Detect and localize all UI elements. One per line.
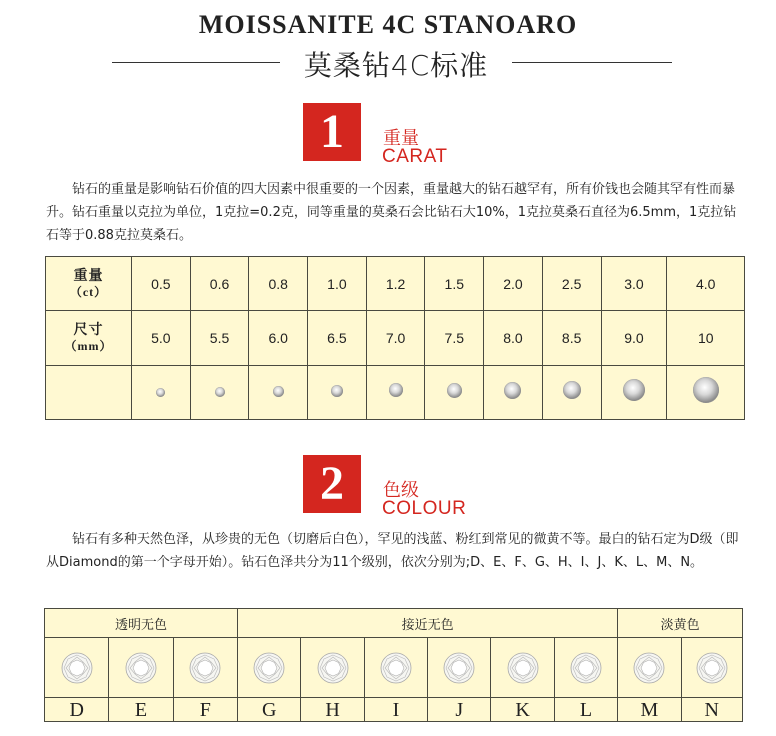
page-title-row — [0, 44, 776, 84]
round-diamond-outline-icon — [443, 652, 475, 684]
diamond-icon — [693, 377, 719, 403]
weight-cell: 3.0 — [601, 257, 667, 311]
grade-label: D — [45, 698, 109, 722]
round-diamond-outline-icon — [696, 652, 728, 684]
diamond-icon — [156, 388, 165, 397]
colour-grade-row — [45, 698, 743, 722]
section-title-cn-colour: 色级 — [383, 480, 419, 501]
weight-cell: 2.5 — [542, 257, 601, 311]
size-cell: 8.0 — [484, 311, 543, 366]
gem-cell — [542, 366, 601, 420]
round-diamond-outline-icon — [507, 652, 539, 684]
diamond-icon — [331, 385, 343, 397]
diamond-icon — [447, 383, 462, 398]
size-cell: 8.5 — [542, 311, 601, 366]
round-diamond-outline-icon — [633, 652, 665, 684]
grade-label: M — [618, 698, 681, 722]
gem-cell-i — [364, 638, 427, 698]
colour-group-row — [45, 609, 743, 638]
gem-cell — [132, 366, 191, 420]
colour-gem-row — [45, 638, 743, 698]
diamond-icon — [389, 383, 403, 397]
weight-cell: 1.0 — [308, 257, 367, 311]
round-diamond-outline-icon — [253, 652, 285, 684]
size-row — [46, 311, 745, 366]
page-title-english: MOISSANITE 4C STANOARO — [198, 10, 578, 39]
section-number-badge-colour: 2 — [303, 455, 361, 513]
size-cell: 7.0 — [366, 311, 425, 366]
size-cell: 10 — [667, 311, 745, 366]
size-unit: （mm） — [64, 339, 113, 353]
diamond-icon — [504, 382, 521, 399]
carat-description: 钻石的重量是影响钻石价值的四大因素中很重要的一个因素，重量越大的钻石越罕有，所有价钱也会随其罕有性而暴升。钻石重量以克拉为单位，1克拉=0.2克，同等重量的莫桑石会比钻石大10%，1克拉莫桑石直径为6.5mm，1克拉钻石等于0.88克拉莫桑石。 — [46, 182, 737, 243]
round-diamond-outline-icon — [380, 652, 412, 684]
size-cell: 7.5 — [425, 311, 484, 366]
round-diamond-outline-icon — [570, 652, 602, 684]
gem-cell-k — [491, 638, 554, 698]
grade-label: L — [554, 698, 617, 722]
size-cell: 9.0 — [601, 311, 667, 366]
weight-cell: 1.5 — [425, 257, 484, 311]
size-header-cell — [46, 311, 132, 366]
weight-cell: 0.8 — [249, 257, 308, 311]
weight-unit: （ct） — [69, 284, 108, 299]
gem-cell-d — [45, 638, 109, 698]
grade-label: K — [491, 698, 554, 722]
group-faint-yellow: 淡黄色 — [618, 609, 743, 638]
gem-cell-f — [173, 638, 237, 698]
empty-header-cell — [46, 366, 132, 420]
gem-cell — [249, 366, 308, 420]
round-diamond-outline-icon — [317, 652, 349, 684]
diamond-icon — [215, 387, 225, 397]
weight-row — [46, 257, 745, 311]
size-cell: 5.5 — [190, 311, 249, 366]
round-diamond-outline-icon — [189, 652, 221, 684]
grade-label: I — [364, 698, 427, 722]
grade-label: E — [109, 698, 173, 722]
gem-cell-m — [618, 638, 681, 698]
grade-label: H — [301, 698, 364, 722]
gem-cell-j — [428, 638, 491, 698]
weight-label: 重量 — [73, 266, 104, 283]
grade-label: N — [681, 698, 742, 722]
size-cell: 6.0 — [249, 311, 308, 366]
group-colorless: 透明无色 — [45, 609, 238, 638]
size-label: 尺寸 — [73, 321, 104, 337]
diamond-icon — [563, 381, 581, 399]
diamond-icon — [623, 379, 645, 401]
gem-cell — [601, 366, 667, 420]
gem-cell-l — [554, 638, 617, 698]
section-number-badge-carat: 1 — [303, 103, 361, 161]
weight-cell: 4.0 — [667, 257, 745, 311]
weight-header-cell — [46, 257, 132, 311]
gem-cell-e — [109, 638, 173, 698]
grade-label: G — [238, 698, 301, 722]
grade-label: F — [173, 698, 237, 722]
weight-cell: 0.5 — [132, 257, 191, 311]
title-divider-right — [512, 62, 672, 63]
grade-label: J — [428, 698, 491, 722]
weight-cell: 0.6 — [190, 257, 249, 311]
gem-cell — [190, 366, 249, 420]
gem-size-row — [46, 366, 745, 420]
gem-cell — [308, 366, 367, 420]
gem-cell — [484, 366, 543, 420]
colour-description: 钻石有多种天然色泽，从珍贵的无色（切磨后白色），罕见的浅蓝、粉红到常见的微黄不等。最白的钻石定为D级（即从Diamond的第一个字母开始）。钻石色泽共分为11个级别，依次分别为;D、E、F、G、H、I、J、K、L、M、N。 — [46, 532, 739, 570]
gem-cell-n — [681, 638, 742, 698]
round-diamond-outline-icon — [125, 652, 157, 684]
gem-cell — [667, 366, 745, 420]
carat-size-table — [45, 256, 745, 420]
weight-cell: 2.0 — [484, 257, 543, 311]
gem-cell-g — [238, 638, 301, 698]
gem-cell-h — [301, 638, 364, 698]
section-title-cn-carat: 重量 — [383, 128, 419, 149]
title-divider-left — [112, 62, 280, 63]
group-near-colorless: 接近无色 — [238, 609, 618, 638]
colour-grade-table — [44, 608, 743, 722]
size-cell: 6.5 — [308, 311, 367, 366]
gem-cell — [366, 366, 425, 420]
gem-cell — [425, 366, 484, 420]
section-title-en-carat: CARAT — [382, 146, 448, 167]
size-cell: 5.0 — [132, 311, 191, 366]
section-title-en-colour: COLOUR — [382, 498, 467, 519]
diamond-icon — [273, 386, 284, 397]
round-diamond-outline-icon — [61, 652, 93, 684]
page-title-chinese: 莫桑钻4C标准 — [303, 49, 489, 82]
weight-cell: 1.2 — [366, 257, 425, 311]
